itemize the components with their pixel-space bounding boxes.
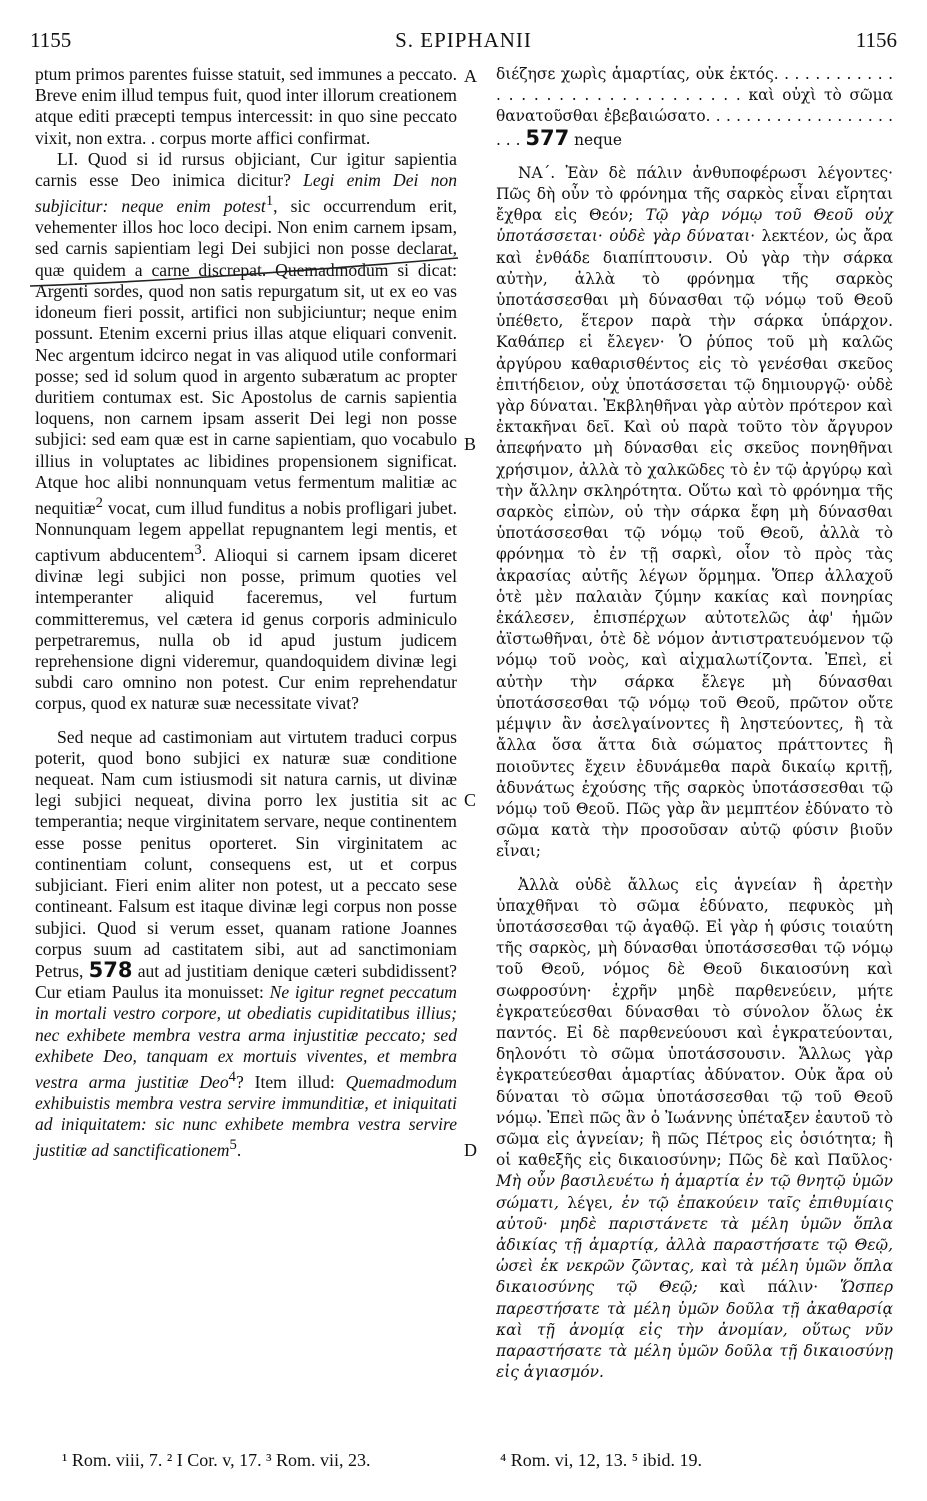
handwritten-strike-mark xyxy=(30,252,460,292)
latin-text: , sic occurrendum erit, vehementer illos hoc loco decipi. Non enim carnem ipsam, sed carnis sapientiam legi Dei subjici non posse declarat, quæ quidem a carne discrepat. Quemadmodum si dicat: Argenti sordes, quod non satis repurgatum sit, ut ex eo vas idoneum fieri possit, artifici non subjiciuntur; neque enim possunt. Etenim excerni prius illas atque eliquari convenit. Nec argentum idcirco negat in vas aliquod utile conformari posse; sed id solum quod in argento subæratum ac propter duritiem contumax est. Sic Apostolus de carnis sapientia loquens, non carnem ipsam asserit Dei legi non posse subjici: sed eam quæ est in carne sapientiam, quo vocabulo illius in voluptates ac libidines propensionem significat. Atque hoc alibi nonnunquam vetus fermentum malitiæ ac nequitiæ xyxy=(35,196,458,518)
greek-text: διέζησε χωρὶς ἁμαρτίας, οὐκ ἐκτός. . . . . . . . . . . . . . . . . . . . . . . . . . . . . . . . καὶ οὐχὶ τὸ σῶμα θανατοῦσθαι ἐβεβαιώσατο. . . . . . . . . . . . . . . . . . . . . . xyxy=(496,65,893,149)
scripture-quote: Legi enim Dei non subjicitur: neque enim potest xyxy=(35,170,457,217)
footnote-ref: 5 xyxy=(229,1137,237,1154)
greek-paragraph-1 xyxy=(496,64,893,151)
footnote-ref: 4 xyxy=(228,1068,236,1085)
greek-text: λεκτέον, ὡς ἄρα καὶ ἐνθάδε διαπίπτουσιν. Οὐ γὰρ τὴν σάρκα αὐτὴν, ἀλλὰ τὸ φρόνημα τῆς σαρκὸς ὑποτάσσεσθαι μὴ δύνασθαι τῷ νόμῳ τοῦ Θεοῦ ὑπέθετο, ἕτερον παρὰ τὴν σάρκα ὑπάρχον. Καθάπερ εἰ ἔλεγεν· Ὁ ῥύπος τοῦ μὴ καλῶς ἀργύρου καθαρισθέντος εἰς τὸ γενέσθαι σκεῦος ἐπιτήδειον, οὐχ ὑποτάσσεται τῷ δημιουργῷ· οὐδὲ γὰρ δύναται. Ἐκβληθῆναι γὰρ αὐτὸν πρότερον καὶ ἐκτακῆναι δεῖ. Καὶ οὐ παρὰ τοῦτο τὸν ἄργυρον ἀπεφήνατο μὴ δύνασθαι εἰς σκεῦος πονηθῆναι χρήσιμον, ἀλλὰ τὸ χαλκῶδες τὸ ἐν τῷ ἀργύρῳ καὶ τὴν ἄλλην σκληρότητα. Οὕτω καὶ τὸ φρόνημα τῆς σαρκὸς εἰπὼν, οὐ τὴν σάρκα ἔφη μὴ δύνασθαι ὑποτάσσεσθαι τῷ νόμῳ τοῦ Θεοῦ, ἀλλὰ τὸ φρόνημα τὸ ἐν τῇ σαρκὶ, οἷον τὸ πρὸς τὰς ἀκρασίας αὐτῆς λέγων ὅρμημα. Ὅπερ ἀλλαχοῦ ὁτὲ μὲν παλαιὰν ζύμην κακίας καὶ πονηρίας ἐκάλεσεν, ἐπισπέρχων αὐτοτελῶς ἀφ' ἡμῶν ἀϊστωθῆναι, ὁτὲ δὲ νόμον ἀντιστρατευόμενον τῷ νόμῳ τοῦ νοὸς, καὶ αἰχμαλωτίζοντα. Ἐπεὶ, εἰ αὐτὴν τὴν σάρκα ἔλεγε μὴ δύνασθαι ὑποτάσσεσθαι τῷ νόμῳ τοῦ Θεοῦ, πρῶτον οὔτε μέμψιν ἂν ἀσελγαίνοντες ἢ ληστεύοντες, ἢ τὰ ἄλλα ὅσα ἅττα διὰ σώματος πράττοντες ἢ ποιοῦντες ἔχειν ἐδυνάμεθα παρὰ δικαίῳ κριτῇ, ἀδυνάτως ἐχούσης τῆς σαρκὸς ὑποτάσσεσθαι τῷ νόμῳ τοῦ Θεοῦ. Πῶς γὰρ ἂν μεμπτέον ἐδύνατο τὸ σῶμα κατὰ τὴν προσοῦσαν αὐτῷ φύσιν βιοῦν εἶναι; xyxy=(496,227,894,861)
greek-text: καὶ πάλιν· xyxy=(697,1278,819,1297)
latin-paragraph-3 xyxy=(35,727,457,1162)
margin-letter-a: A xyxy=(464,66,477,86)
running-title: S. EPIPHANII xyxy=(395,28,532,52)
scripture-quote: Quemadmodum exhibuistis membra vestra servire immunditiæ, et iniquitati ad iniquitatem: sic nunc exhibete membra vestra servire justitiæ ad sanctificationem xyxy=(35,1071,457,1161)
latin-paragraph-2 xyxy=(35,149,457,715)
latin-paragraph-1: ptum primos parentes fuisse statuit, sed immunes a peccato. Breve enim illud tempus fuit, quod inter illorum creationem atque editi præcepti tempus intercessit: in quo sine peccato vixit, non extra. . corpus morte affici confirmat. xyxy=(35,64,457,148)
margin-letter-b: B xyxy=(464,434,477,454)
margin-letter-d: D xyxy=(464,1140,477,1160)
scripture-quote: Ὥσπερ παρεστήσατε τὰ μέλη ὑμῶν δοῦλα τῇ ἀκαθαρσίᾳ καὶ τῇ ἀνομίᾳ εἰς τὴν ἀνομίαν, οὕτως νῦν παραστήσατε τὰ μέλη ὑμῶν δοῦλα τῇ δικαιοσύνῃ εἰς ἁγιασμόν. xyxy=(496,1278,893,1382)
latin-text: . xyxy=(236,1140,242,1161)
left-page-number: 1155 xyxy=(30,28,72,52)
greek-text: ΝΑ΄. Ἐὰν δὲ πάλιν ἀνθυποφέρωσι λέγοντες· Πῶς δὴ οὖν τὸ φρόνημα τῆς σαρκὸς εἶναι εἴρηται ἔχθρα εἰς Θεόν; xyxy=(496,163,893,225)
margin-letter-c: C xyxy=(464,790,477,810)
greek-column xyxy=(496,64,893,1383)
greek-text: Ἀλλὰ οὐδὲ ἄλλως εἰς ἁγνείαν ἢ ἀρετὴν ὑπαχθῆναι τὸ σῶμα ἐδύνατο, πεφυκὸς μὴ ὑποτάσσεσθαι τῷ ἀγαθῷ. Εἰ γὰρ ἡ φύσις τοιαύτη τῆς σαρκὸς, μὴ δύνασθαι ὑποτάσσεσθαι τῷ νόμῳ τοῦ Θεοῦ, νόμος δὲ Θεοῦ δικαιοσύνη καὶ σωφροσύνη· ἐχρῆν μηδὲ παρθενεύειν, μήτε ἐγκρατεύεσθαι δύνασθαι τὸ σύνολον ὅλως ἐκ παντός. Εἰ δὲ παρθενεύουσι καὶ ἐγκρατεύονται, δηλονότι τὸ σῶμα ὑποτάσσουσιν. Ἄλλως γὰρ ἐγκρατεύεσθαι ἁμαρτίας ἀδύνατον. Οὐκ ἄρα οὐ δύναται τὸ σῶμα ὑποτάσσεσθαι τῷ τοῦ Θεοῦ νόμῳ. Ἐπεὶ πῶς ἂν ὁ Ἰωάννης ὑπέταξεν ἑαυτοῦ τὸ σῶμα εἰς ἁγνείαν; ἢ πῶς Πέτρος εἰς ὁσιότητα; ἢ οἱ καθεξῆς εἰς δικαιοσύνην; Πῶς δὲ καὶ Παῦλος· xyxy=(496,875,893,1170)
scripture-quote: ἐν τῷ ἐπακούειν ταῖς ἐπιθυμίαις αὐτοῦ· μηδὲ παριστάνετε τὰ μέλη ὑμῶν ὅπλα ἀδικίας τῇ ἁμαρτίᾳ, ἀλλὰ παραστήσατε τῷ Θεῷ, ὡσεὶ ἐκ νεκρῶν ζῶντας, καὶ τὰ μέλη ὑμῶν ὅπλα δικαιοσύνης τῷ Θεῷ; xyxy=(496,1193,893,1297)
greek-paragraph-3 xyxy=(496,875,893,1384)
footnotes-left: ¹ Rom. viii, 7. ² I Cor. v, 17. ³ Rom. vii, 23. xyxy=(62,1450,371,1470)
page-number-marker: 577 xyxy=(525,125,570,150)
greek-paragraph-2 xyxy=(496,163,893,863)
running-header xyxy=(30,28,897,58)
scripture-quote: Μὴ οὖν βασιλευέτω ἡ ἁμαρτία ἐν τῷ θνητῷ ὑμῶν σώματι, xyxy=(496,1172,893,1212)
latin-text: LI. Quod si id rursus objiciant, Cur igitur sapientia carnis esse Deo inimica dicitur? xyxy=(35,148,457,191)
right-page-number: 1156 xyxy=(855,28,897,52)
latin-text: vocat, cum illud funditus a nobis profligari jubet. Nonnunquam legem appellat repugnantem legi mentis, et captivum abducentem xyxy=(35,497,457,566)
latin-text: . Alioqui si carnem ipsam diceret divinæ legi subjici non posse, primum quoties vel intemperanter aliquid faceremus, vel furtum committeremus, vel cætera id genus corporis adminiculo perpetraremus, nulla ob id apud justum judicem reprehensione digni videremur, quandoquidem divinæ legi subdi caro omnino non potest. Cur enim reprehendatur corpus, quod ex naturæ suæ necessitate vivat? xyxy=(35,545,457,714)
greek-text: neque xyxy=(569,130,623,149)
scripture-quote: Ne igitur regnet peccatum in mortali vestro corpore, ut obediatis cupiditatibus illius; nec exhibete membra vestra arma injustitiæ peccato; sed exhibete Deo, tanquam ex mortuis viventes, et membra vestra arma justitiæ Deo xyxy=(35,982,457,1092)
latin-text: Sed neque ad castimoniam aut virtutem traduci corpus poterit, quod bono subjici ex naturæ suæ conditione nequeat. Nam cum istiusmodi sit natura carnis, ut divinæ legi subjici nequeat, divina porro lex justitia sit ac temperantia; neque virginitatem servare, neque continentem esse posse penitus oporteret. Sin virginitatem ac continentiam colunt, consequens est, ut et corpus subjiciant. Fieri enim aliter non potest, ut a peccato sese contineant. Falsum est itaque divinæ legi corpus non posse subjici. Quod si verum esset, quanam ratione Joannes corpus suum ad castitatem sibi, aut ad sanctimoniam Petrus, xyxy=(35,726,457,981)
page-number-marker: 578 xyxy=(88,957,133,982)
footnotes-right: ⁴ Rom. vi, 12, 13. ⁵ ibid. 19. xyxy=(500,1450,703,1470)
latin-text: aut ad justitiam denique cæteri subdidissent? Cur etiam Paulus ita monuisset: xyxy=(35,960,457,1003)
latin-column xyxy=(35,64,457,1161)
footnote-ref: 1 xyxy=(265,193,274,210)
footnote-ref: 3 xyxy=(194,542,202,559)
greek-text: λέγει, xyxy=(558,1193,622,1212)
scripture-quote: Τῷ γὰρ νόμῳ τοῦ Θεοῦ οὐχ ὑποτάσσεται· οὐδὲ γὰρ δύναται· xyxy=(496,206,893,246)
footnote-ref: 2 xyxy=(95,494,103,511)
latin-text: ? Item illud: xyxy=(235,1071,335,1092)
